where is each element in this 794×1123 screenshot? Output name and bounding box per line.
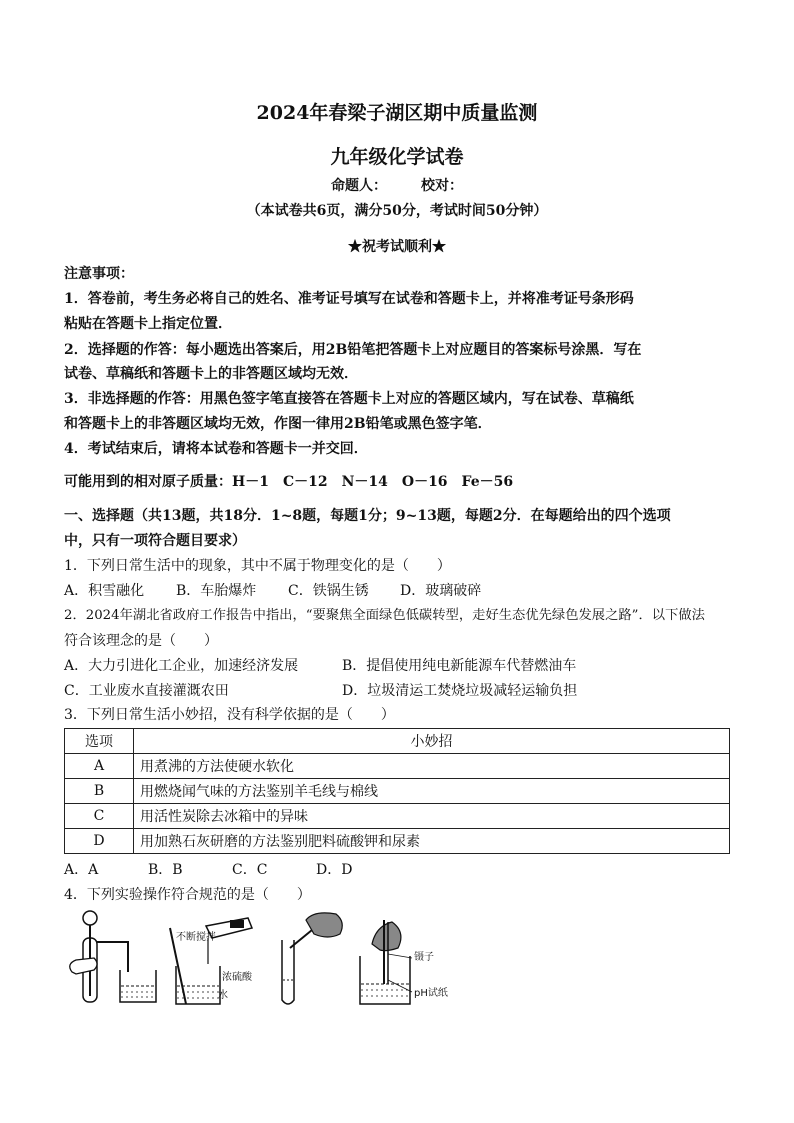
ph-paper-label: pH试纸 xyxy=(414,988,448,999)
table-cell: 用燃烧闻气味的方法鉴别羊毛线与棉线 xyxy=(134,779,730,804)
exam-subtitle: 九年级化学试卷 xyxy=(330,146,464,168)
q1-option-b: B．车胎爆炸 xyxy=(176,583,257,599)
notes-line: 试卷、草稿纸和答题卡上的非答题区域均无效． xyxy=(64,366,358,382)
stir-label: 不断搅拌 xyxy=(176,932,216,943)
table-header-cell: 选项 xyxy=(65,729,134,754)
exam-meta xyxy=(0,175,794,195)
table-header-row xyxy=(65,729,730,754)
q3-option-b: B．B xyxy=(148,862,183,878)
notes-heading: 注意事项： xyxy=(64,266,134,282)
water-label: 水 xyxy=(218,990,228,1001)
q2-option-d: D．垃圾清运工焚烧垃圾减轻运输负担 xyxy=(342,683,578,699)
exam-title: 2024年春梁子湖区期中质量监测 xyxy=(256,102,538,124)
q3-option-d: D．D xyxy=(316,862,353,878)
table-cell: 用加熟石灰研磨的方法鉴别肥料硫酸钾和尿素 xyxy=(134,829,730,854)
table-cell: A xyxy=(65,754,134,779)
table-cell: 用煮沸的方法使硬水软化 xyxy=(134,754,730,779)
q2-option-b: B．提倡使用纯电新能源车代替燃油车 xyxy=(342,658,577,674)
q2-option-a: A．大力引进化工企业，加速经济发展 xyxy=(64,658,299,674)
table-cell: D xyxy=(65,829,134,854)
section1-heading-cont: 中，只有一项符合题目要求） xyxy=(64,533,246,549)
notes-line: 1．答卷前，考生务必将自己的姓名、准考证号填写在试卷和答题卡上，并将准考证号条形码 xyxy=(64,291,634,307)
gas-apparatus-illustration xyxy=(64,908,164,1008)
q3-option-a: A．A xyxy=(64,862,99,878)
table-cell: 用活性炭除去冰箱中的异味 xyxy=(134,804,730,829)
test-tube-illustration xyxy=(270,908,350,1008)
section1-heading: 一、选择题（共13题，共18分．1~8题，每题1分；9~13题，每题2分．在每题给出的四个选项 xyxy=(64,508,671,524)
exam-info: （本试卷共6页，满分50分，考试时间50分钟） xyxy=(246,203,548,219)
proofreader-label: 校对： xyxy=(421,178,463,194)
table-row xyxy=(65,779,730,804)
q1-option-a: A．积雪融化 xyxy=(64,583,145,599)
tweezers-label: 镊子 xyxy=(414,952,434,963)
notes-line: 3．非选择题的作答：用黑色签字笔直接答在答题卡上对应的答题区域内，写在试卷、草稿纸 xyxy=(64,391,634,407)
q4-figure-b xyxy=(168,908,268,1008)
table-row xyxy=(65,804,730,829)
notes-line: 4．考试结束后，请将本试卷和答题卡一并交回． xyxy=(64,441,368,457)
table-row xyxy=(65,754,730,779)
q4-stem: 4．下列实验操作符合规范的是（ ） xyxy=(64,887,311,903)
notes-line: 2．选择题的作答：每小题选出答案后，用2B铅笔把答题卡上对应题目的答案标号涂黑．写在 xyxy=(64,342,642,358)
setter-label: 命题人： xyxy=(331,178,387,194)
q4-figure-a xyxy=(64,908,164,1008)
q1-stem: 1．下列日常生活中的现象，其中不属于物理变化的是（ ） xyxy=(64,558,451,574)
q1-option-c: C．铁锅生锈 xyxy=(288,583,369,599)
table-cell: C xyxy=(65,804,134,829)
table-header-cell: 小妙招 xyxy=(134,729,730,754)
atomic-masses: 可能用到的相对原子质量：H－1 C－12 N－14 O－16 Fe－56 xyxy=(64,474,514,490)
q3-stem: 3．下列日常生活小妙招，没有科学依据的是（ ） xyxy=(64,707,395,723)
q4-figure-d xyxy=(354,908,454,1008)
notes-line: 粘贴在答题卡上指定位置． xyxy=(64,316,232,332)
q3-option-c: C．C xyxy=(232,862,268,878)
q2-stem-cont: 符合该理念的是（ ） xyxy=(64,633,218,649)
notes-line: 和答题卡上的非答题区域均无效，作图一律用2B铅笔或黑色签字笔． xyxy=(64,416,492,432)
q2-option-c: C．工业废水直接灌溉农田 xyxy=(64,683,229,699)
exam-wish: ★祝考试顺利★ xyxy=(348,239,446,255)
q4-figure-c xyxy=(270,908,350,1008)
table-cell: B xyxy=(65,779,134,804)
q3-table xyxy=(64,728,730,854)
table-row xyxy=(65,829,730,854)
q1-option-d: D．玻璃破碎 xyxy=(400,583,482,599)
q2-stem: 2．2024年湖北省政府工作报告中指出，“要聚焦全面绿色低碳转型，走好生态优先绿色发展之路”．以下做法 xyxy=(64,608,705,623)
acid-label: 浓硫酸 xyxy=(222,972,252,983)
